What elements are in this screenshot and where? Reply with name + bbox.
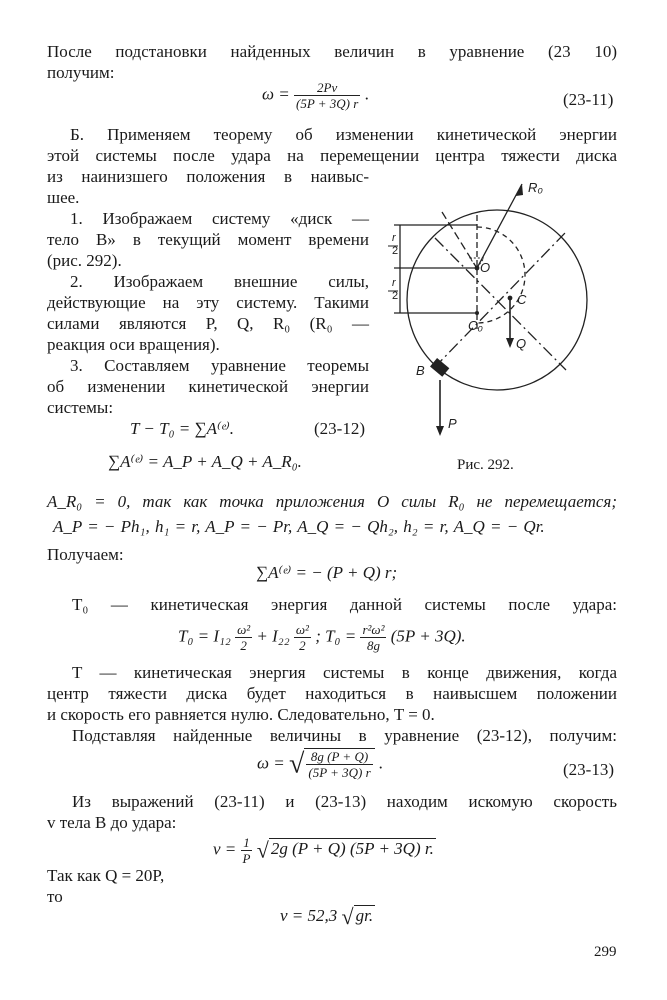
eq-t0-part-3: ; T₀ = [315, 626, 357, 646]
since-line-1: Так как Q = 20P, [47, 866, 165, 885]
diameter-line-2 [434, 232, 566, 368]
equation-23-11 [262, 80, 369, 111]
eq-23-13-fraction [306, 749, 372, 780]
dim-top-r: r [392, 232, 396, 244]
equation-sum-result: ∑A⁽ᵉ⁾ = − (P + Q) r; [256, 563, 398, 582]
eq-23-13-numerator: 8g (P + Q) [306, 749, 372, 765]
eq-v-denominator: P [242, 851, 251, 866]
equation-t0 [178, 622, 466, 653]
t-definition-line-3: и скорость его равняется нулю. Следовательно, T = 0. [47, 705, 435, 724]
point-o [475, 266, 480, 271]
step3-line-2: об изменении кинетической энергии [47, 377, 369, 396]
step1-line-1: 1. Изображаем систему «диск — [70, 209, 369, 228]
step2-line-3: силами являются P, Q, R₀ (R₀ — [47, 314, 369, 333]
eq-v-radical-icon: √ [256, 837, 269, 863]
eq-23-13-tail: . [378, 753, 384, 773]
eq-final-root: gr. [355, 906, 374, 925]
figure-292 [380, 170, 620, 445]
eq-23-13-lhs: ω = [257, 753, 285, 773]
step3-line-3: системы: [47, 398, 114, 417]
eq-t0-f1-den: 2 [240, 638, 247, 653]
step2-line-2: действующие на эту систему. Такими [47, 293, 369, 312]
eq-t0-part-4: (5P + 3Q). [390, 626, 466, 646]
label-c: C [517, 292, 527, 307]
obtain-1: Получаем: [47, 545, 124, 564]
eq-23-11-label: (23-11) [563, 90, 614, 109]
dim-bottom-2: 2 [392, 290, 399, 302]
equation-23-13 [257, 748, 383, 780]
eq-23-12-label: (23-12) [314, 419, 365, 438]
equation-v [213, 835, 436, 866]
part-b-line-1: Б. Применяем теорему об изменении кинетической энергии [70, 125, 617, 144]
c-trajectory-arc [477, 227, 525, 323]
eq-23-11-fraction [294, 80, 360, 111]
eq-t0-f3-num: r²ω² [362, 622, 385, 637]
from-expressions-line-2: v тела B до удара: [47, 813, 177, 832]
eq-t0-f1-num: ω² [237, 622, 251, 637]
step2-line-4: реакция оси вращения). [47, 335, 220, 354]
intro-line-2: получим: [47, 63, 115, 82]
r0-arrow-shaft [477, 184, 522, 268]
t0-definition: T₀ — кинетическая энергия данной системы после удара: [72, 595, 617, 614]
eq-v-root: 2g (P + Q) (5P + 3Q) r. [270, 839, 434, 859]
eq-t0-f2-den: 2 [299, 638, 306, 653]
substitution-text: Подставляя найденные величины в уравнение (23-12), получим: [72, 726, 617, 745]
eq-t0-f3-den: 8g [366, 638, 380, 653]
eq-t0-part-1: T₀ = I₁₂ [178, 626, 231, 646]
since-line-2: то [47, 887, 63, 906]
eq-t0-part-2: + I₂₂ [256, 626, 290, 646]
eq-23-13-radical-icon: √ [288, 748, 305, 780]
eq-23-11-lhs: ω = [262, 84, 290, 104]
point-c0 [475, 311, 479, 315]
label-c0: C₀ [468, 318, 483, 333]
label-b: B [416, 363, 425, 378]
eq-t0-fraction-3 [360, 622, 386, 653]
from-expressions-line-1: Из выражений (23-11) и (23-13) находим искомую скорость [72, 792, 617, 811]
part-b-line-3: из наинизшего положения в наивыс- [47, 167, 369, 186]
page-number: 299 [594, 944, 617, 960]
dim-bottom-r: r [392, 277, 396, 289]
part-b-line-2: этой системы после удара на перемещении центра тяжести диска [47, 146, 617, 165]
label-q: Q [516, 336, 527, 351]
dim-top-2: 2 [392, 245, 399, 257]
t-definition-line-2: центр тяжести диска будет находиться в наивысшем положении [47, 684, 617, 703]
eq-23-13-label: (23-13) [563, 760, 614, 779]
r0-arrow-head [516, 184, 523, 196]
step2-line-1: 2. Изображаем внешние силы, [70, 272, 369, 291]
part-b-line-4: шее. [47, 188, 80, 207]
eq-v-fraction [241, 835, 253, 866]
step1-line-2: тело B» в текущий момент времени [47, 230, 369, 249]
work-values: A_P = − Ph₁, h₁ = r, A_P = − Pr, A_Q = − Qh₂, h₂ = r, A_Q = − Qr. [53, 517, 545, 536]
equation-23-12: T − T₀ = ∑A⁽ᵉ⁾. [130, 419, 235, 438]
eq-v-numerator: 1 [241, 835, 253, 851]
label-o: O [480, 260, 491, 275]
step1-line-3: (рис. 292). [47, 251, 122, 270]
q-arrow-head [506, 338, 514, 348]
step3-line-1: 3. Составляем уравнение теоремы [70, 356, 369, 375]
equation-sum-work: ∑A⁽ᵉ⁾ = A_P + A_Q + A_R₀. [108, 452, 302, 471]
equation-final [280, 904, 375, 930]
eq-23-13-denominator: (5P + 3Q) r [308, 765, 371, 780]
eq-t0-fraction-1 [235, 622, 252, 653]
eq-v-lhs: v = [213, 839, 237, 859]
work-note: A_R₀ = 0, так как точка приложения O силы R₀ не перемещается; [47, 492, 617, 511]
point-c [508, 296, 513, 301]
eq-23-11-denominator: (5P + 3Q) r [295, 96, 359, 111]
eq-23-11-numerator: 2Pv [294, 80, 360, 96]
eq-t0-fraction-2 [294, 622, 311, 653]
eq-t0-f2-num: ω² [295, 622, 309, 637]
figure-caption: Рис. 292. [457, 457, 514, 473]
eq-final-radical-icon: √ [341, 904, 354, 930]
eq-23-11-tail: . [364, 84, 369, 104]
p-arrow-head [436, 426, 444, 436]
eq-final-lhs: v = 52,3 [280, 906, 338, 925]
t-definition-line-1: T — кинетическая энергия системы в конце движения, когда [72, 663, 617, 682]
intro-line-1: После подстановки найденных величин в уравнение (23 10) [47, 42, 617, 61]
diameter-line-1 [435, 238, 566, 370]
label-r0: R₀ [528, 180, 543, 195]
label-p: P [448, 416, 457, 431]
